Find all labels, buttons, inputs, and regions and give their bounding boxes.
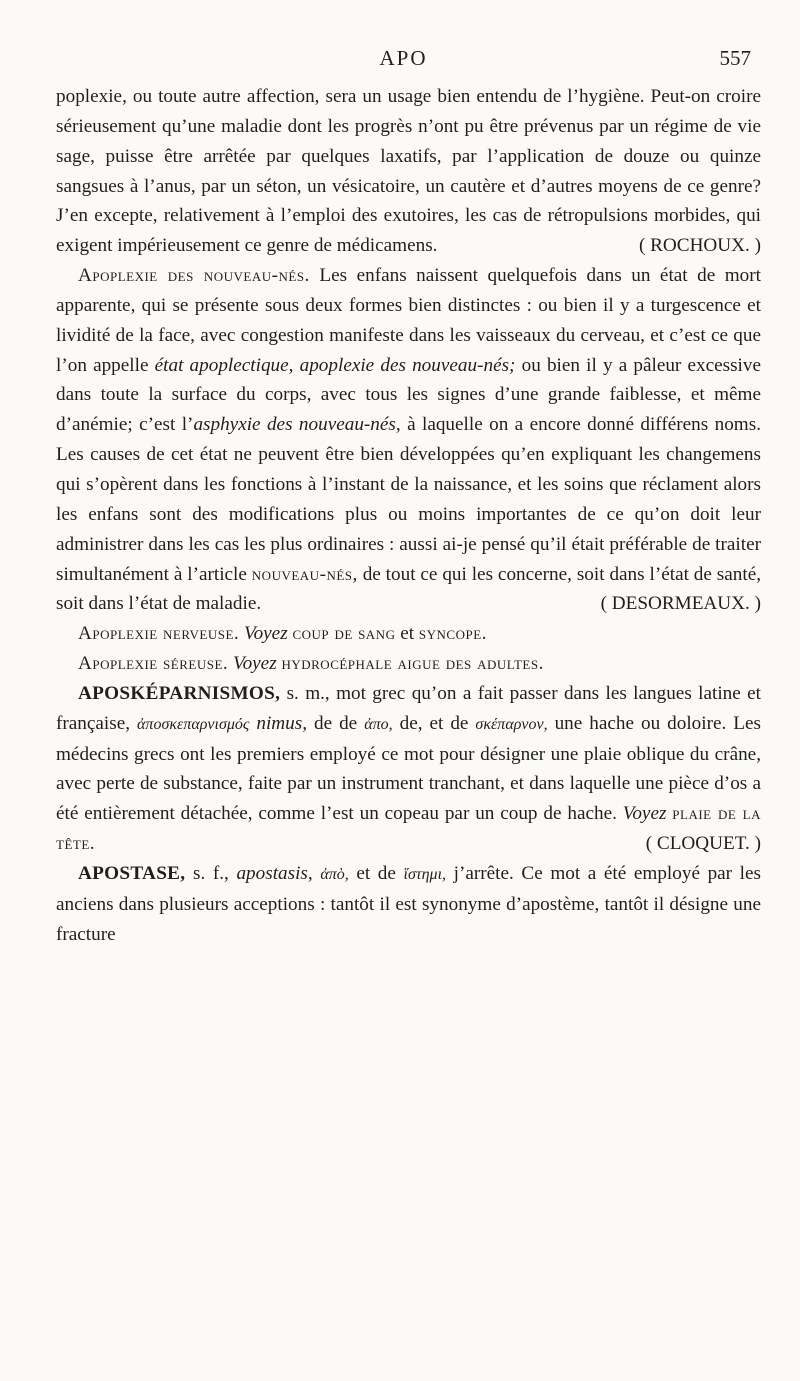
cross-reference: coup de sang [292, 623, 396, 645]
cross-reference: hydrocéphale aigue des adultes. [281, 653, 544, 675]
entry-text: Les enfans naissent quelquefois dans un état de mort apparente, qui se présente sous deux formes bien distinctes : ou bien il y a turgescence et lividité de la face, avec congestion manifeste dans les vaisseaux du cerveau, et c’est ce que l’on appelle [56, 265, 761, 376]
entry-italic-term: nimus, [249, 712, 307, 734]
entry-text: s. f., [185, 862, 237, 884]
running-head: APO [379, 46, 428, 70]
entry-text: à laquelle on a encore donné différens noms. Les causes de cet état ne peuvent être bien développées qu’en expliquant les changemens qui s’opèrent dans les fonctions à l’instant de la naissance, et les soins que réclament alors les enfans sont des modifications plus ou moins importantes de ce qu’on doit leur administrer dans les cas les plus ordinaires : aussi ai-je pensé qu’il était préférable de traiter simultanément à l’article [56, 414, 761, 585]
cross-reference: syncope. [418, 623, 487, 645]
cross-reference: plaie de la tête. [56, 803, 761, 855]
page-header [56, 46, 751, 76]
paragraph-apoplexie-continuation [56, 82, 761, 261]
dictionary-text [56, 82, 761, 949]
voyez-label: Voyez [239, 623, 293, 645]
entry-italic-term: asphyxie des nouveau-nés, [193, 414, 401, 436]
author-signature: ( CLOQUET. ) [645, 833, 761, 855]
entry-apoplexie-nouveau-nes [56, 261, 761, 619]
entry-headword: APOSKÉPARNISMOS, [78, 682, 281, 704]
entry-text: ou bien il y a pâleur excessive dans toute la surface du corps, avec tous les signes d’une grande faiblesse, et même d’anémie; c’est l’ [56, 354, 761, 436]
entry-italic-term: apostasis, [236, 862, 313, 884]
entry-italic-term: état apoplectique, apoplexie des nouveau-nés; [154, 354, 516, 376]
greek-word: σκέπαρνον, [475, 715, 548, 733]
entry-headword: Apoplexie séreuse. [78, 653, 229, 675]
entry-apostase [56, 859, 761, 950]
paragraph-text: poplexie, ou toute autre affection, sera un usage bien entendu de l’hygiène. Peut-on croire sérieusement qu’une maladie dont les progrès n’ont pu être prévenus par un régime de vie sage, puisse être arrêtée par quelques laxatifs, par l’application de douze ou quinze sangsues à l’anus, par un séton, un vésicatoire, un cautère et d’autres moyens de ce genre? J’en excepte, relativement à l’emploi des exutoires, les cas de rétropulsions morbides, qui exigent impérieusement ce genre de médicamens. [56, 86, 761, 257]
cross-reference: nouveau-nés, [251, 563, 358, 585]
greek-word: ἀποσκεπαρνισμός [137, 715, 250, 733]
greek-word: ἀπο, [364, 715, 393, 733]
entry-text: et de [348, 862, 404, 884]
entry-headword: Apoplexie nerveuse. [78, 623, 240, 645]
page-number: 557 [719, 46, 751, 70]
author-signature: ( DESORMEAUX. ) [600, 593, 761, 615]
greek-word: ἵστημι, [403, 865, 447, 883]
entry-text: et [395, 623, 419, 645]
entry-text: j’arrête. Ce mot a été employé par les anciens dans plusieurs acceptions : tantôt il est synonyme d’apostème, tantôt il désigne une fracture [56, 862, 761, 945]
greek-word: ἀπὸ, [320, 865, 349, 883]
author-signature: ( ROCHOUX. ) [638, 235, 761, 257]
entry-apoplexie-nerveuse [56, 619, 761, 649]
entry-text: de de [307, 712, 365, 734]
entry-text: de, et de [392, 712, 476, 734]
voyez-label: Voyez [616, 803, 673, 825]
entry-headword: Apoplexie des nouveau-nés. [78, 265, 310, 287]
entry-headword: APOSTASE, [78, 862, 186, 884]
entry-text: une hache ou doloire. Les médecins grecs ont les premiers employé ce mot pour désigner une plaie oblique du crâne, avec perte de substance, faite par un instrument tranchant, et dans laquelle une pièce d’os a été entièrement détachée, comme l’est un copeau par un coup de hache. [56, 712, 761, 825]
voyez-label: Voyez [228, 653, 282, 675]
entry-text: de tout ce qui les concerne, soit dans l’état de santé, soit dans l’état de maladie. [56, 563, 762, 615]
entry-apoplexie-sereuse [56, 649, 761, 679]
entry-text: s. m., mot grec qu’on a fait passer dans les langues latine et française, [56, 682, 761, 734]
entry-aposkeparnismos [56, 679, 761, 859]
